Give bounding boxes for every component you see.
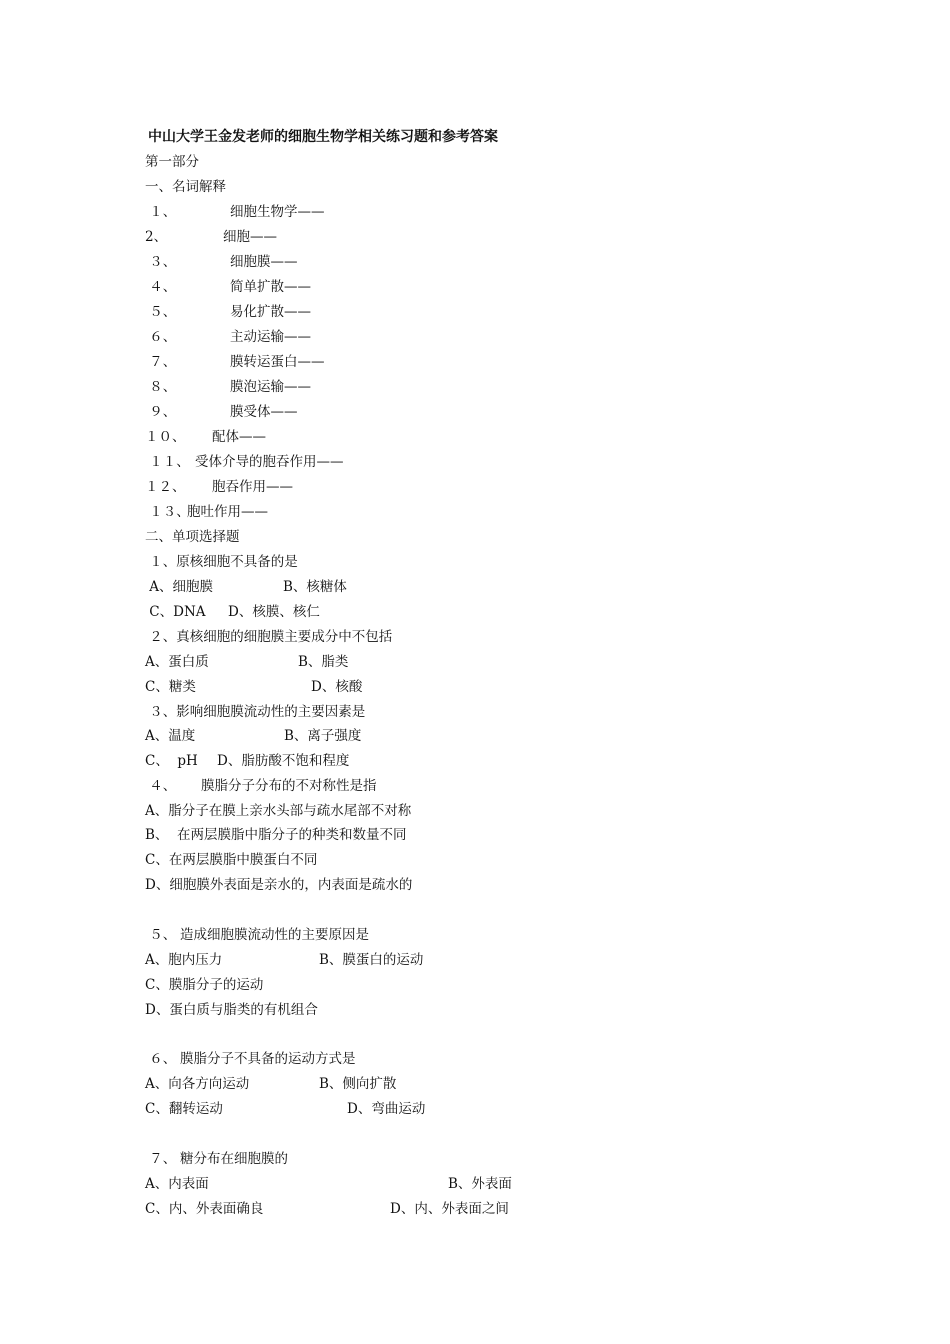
option-a: A、内表面 bbox=[145, 1176, 209, 1192]
option-b: B、核糖体 bbox=[283, 579, 347, 595]
option-c: C、在两层膜脂中膜蛋白不同 bbox=[145, 852, 318, 868]
option-c: C、内、外表面确良 bbox=[145, 1201, 264, 1217]
term-number: ９、 bbox=[145, 404, 177, 420]
question-stem: ３、影响细胞膜流动性的主要因素是 bbox=[145, 704, 366, 720]
option-c: C、膜脂分子的运动 bbox=[145, 977, 264, 993]
option-d: D、脂肪酸不饱和程度 bbox=[217, 753, 350, 769]
term-number: １２、 bbox=[145, 479, 186, 495]
option-d: D、核酸 bbox=[311, 679, 363, 695]
option-d: D、内、外表面之间 bbox=[390, 1201, 509, 1217]
term-number: 2、 bbox=[145, 229, 168, 245]
option-a: A、胞内压力 bbox=[145, 952, 223, 968]
option-b: B、 在两层膜脂中脂分子的种类和数量不同 bbox=[145, 827, 407, 843]
term-text: 受体介导的胞吞作用—— bbox=[195, 454, 344, 470]
option-b: B、侧向扩散 bbox=[319, 1076, 397, 1092]
term-text: 简单扩散—— bbox=[230, 279, 311, 295]
option-c: C、翻转运动 bbox=[145, 1101, 223, 1117]
option-a: A、蛋白质 bbox=[145, 654, 209, 670]
question-stem: 膜脂分子分布的不对称性是指 bbox=[201, 778, 377, 794]
term-number: １０、 bbox=[145, 429, 186, 445]
term-number: １１、 bbox=[145, 454, 190, 470]
question-stem: 造成细胞膜流动性的主要原因是 bbox=[180, 927, 369, 943]
term-text: 胞吞作用—— bbox=[212, 479, 293, 495]
option-d: D、弯曲运动 bbox=[347, 1101, 426, 1117]
document-title: 中山大学王金发老师的细胞生物学相关练习题和参考答案 bbox=[148, 129, 498, 145]
term-text: 配体—— bbox=[212, 429, 266, 445]
option-d: D、核膜、核仁 bbox=[228, 604, 320, 620]
option-b: B、膜蛋白的运动 bbox=[319, 952, 424, 968]
question-stem: 糖分布在细胞膜的 bbox=[180, 1151, 288, 1167]
term-text: 膜泡运输—— bbox=[230, 379, 311, 395]
term-number: １３、 bbox=[145, 504, 190, 520]
question-number: ５、 bbox=[145, 927, 177, 943]
question-number: ７、 bbox=[145, 1151, 177, 1167]
term-number: ３、 bbox=[145, 254, 177, 270]
option-d: D、细胞膜外表面是亲水的，内表面是疏水的 bbox=[145, 877, 413, 893]
term-number: ４、 bbox=[145, 279, 177, 295]
option-b: B、脂类 bbox=[298, 654, 349, 670]
section2-heading: 二、单项选择题 bbox=[145, 529, 240, 545]
section1-heading: 一、名词解释 bbox=[145, 179, 226, 195]
option-c: C、 pH bbox=[145, 753, 198, 769]
term-number: ６、 bbox=[145, 329, 177, 345]
term-text: 细胞生物学—— bbox=[230, 204, 325, 220]
question-stem: ２、真核细胞的细胞膜主要成分中不包括 bbox=[145, 629, 393, 645]
term-number: ７、 bbox=[145, 354, 177, 370]
term-text: 易化扩散—— bbox=[230, 304, 311, 320]
term-number: ５、 bbox=[145, 304, 177, 320]
term-number: ８、 bbox=[145, 379, 177, 395]
option-b: B、离子强度 bbox=[284, 728, 362, 744]
option-a: A、脂分子在膜上亲水头部与疏水尾部不对称 bbox=[145, 803, 412, 819]
option-d: D、蛋白质与脂类的有机组合 bbox=[145, 1002, 318, 1018]
part-heading: 第一部分 bbox=[145, 154, 199, 170]
option-c: C、糖类 bbox=[145, 679, 196, 695]
option-a: A、温度 bbox=[145, 728, 196, 744]
question-number: ６、 bbox=[145, 1051, 177, 1067]
term-text: 细胞膜—— bbox=[230, 254, 298, 270]
term-text: 膜转运蛋白—— bbox=[230, 354, 325, 370]
term-number: １、 bbox=[145, 204, 177, 220]
option-b: B、外表面 bbox=[448, 1176, 512, 1192]
term-text: 主动运输—— bbox=[230, 329, 311, 345]
option-c: C、DNA bbox=[145, 604, 206, 620]
term-text: 细胞—— bbox=[223, 229, 277, 245]
option-a: A、向各方向运动 bbox=[145, 1076, 250, 1092]
question-number: ４、 bbox=[145, 778, 177, 794]
question-stem: 膜脂分子不具备的运动方式是 bbox=[180, 1051, 356, 1067]
question-stem: １、原核细胞不具备的是 bbox=[145, 554, 298, 570]
term-text: 胞吐作用—— bbox=[187, 504, 268, 520]
term-text: 膜受体—— bbox=[230, 404, 298, 420]
option-a: A、细胞膜 bbox=[145, 579, 214, 595]
